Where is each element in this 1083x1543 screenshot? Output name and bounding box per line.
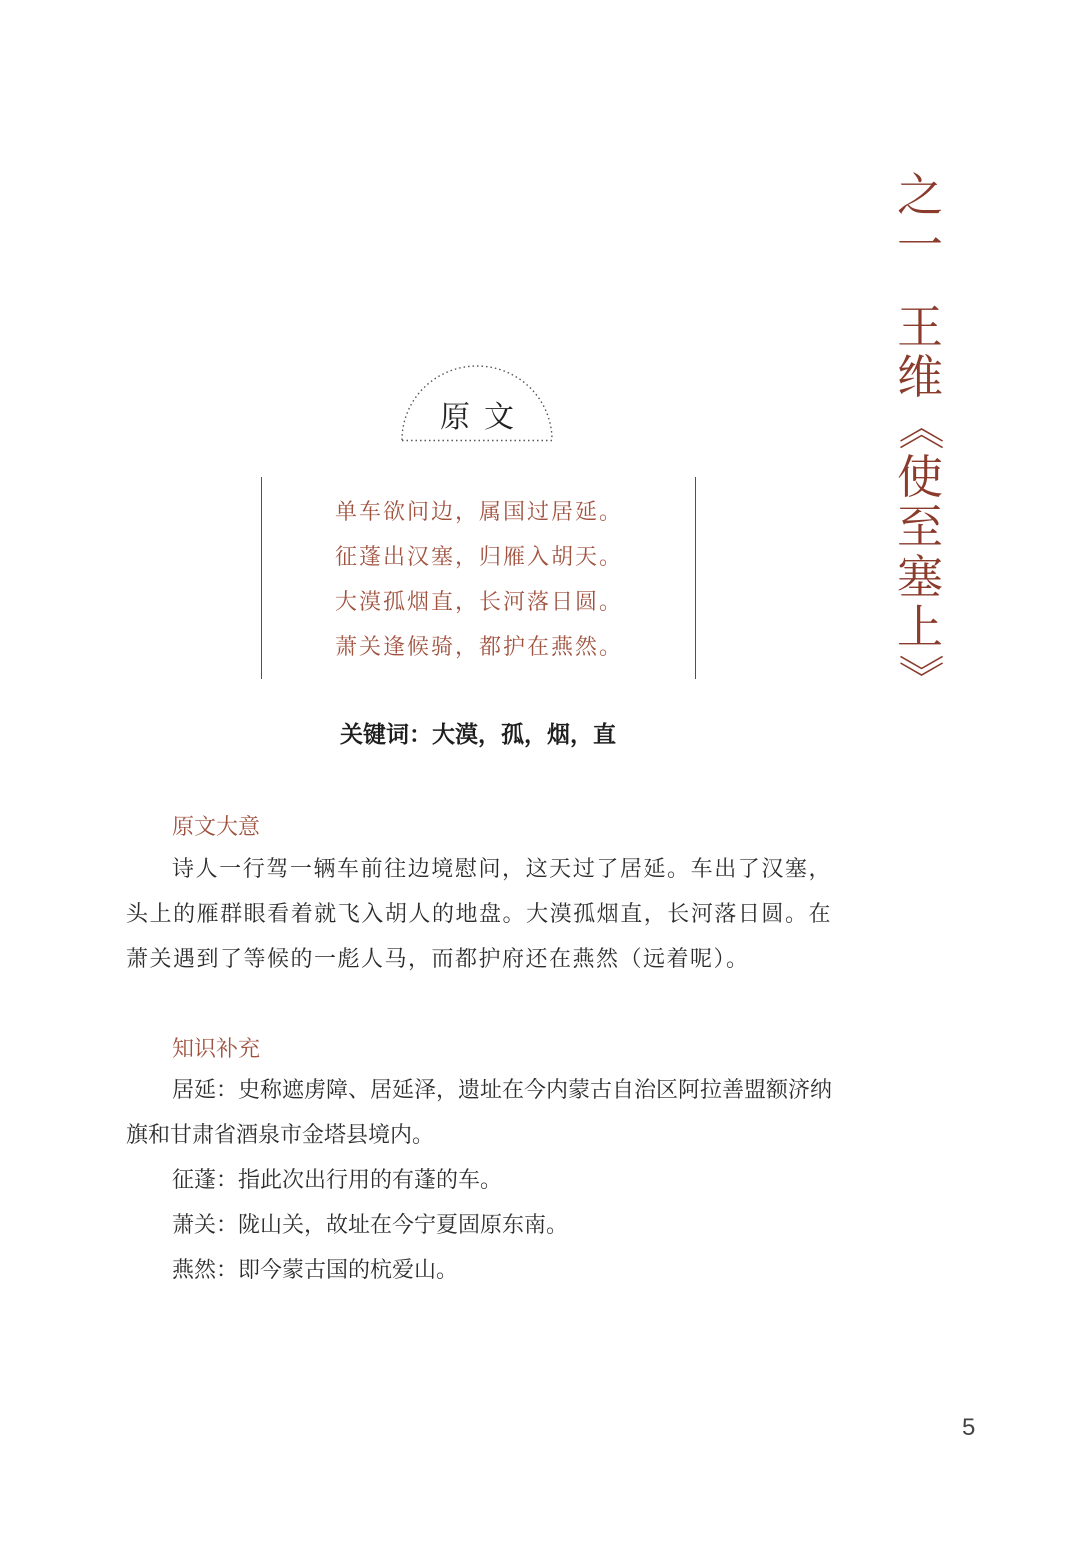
meaning-paragraph: 诗人一行驾一辆车前往边境慰问，这天过了居延。车出了汉塞，头上的雁群眼看着就飞入胡人的地盘。大漠孤烟直，长河落日圆。在萧关遇到了等候的一彪人马，而都护府还在燕然（远着呢）。 xyxy=(126,857,832,972)
poem-line: 大漠孤烟直，长河落日圆。 xyxy=(334,590,623,615)
meaning-heading: 原文大意 xyxy=(172,815,261,840)
title-bracket-close: 》 xyxy=(893,654,947,700)
title-char: 至 xyxy=(897,500,943,554)
title-bracket-open: 《 xyxy=(893,404,947,450)
poem-line: 萧关逢候骑，都护在燕然。 xyxy=(334,635,623,660)
title-char: 使 xyxy=(897,450,943,504)
knowledge-note: 征蓬：指此次出行用的有蓬的车。 xyxy=(172,1168,503,1193)
vertical-chapter-title xyxy=(892,168,948,704)
title-char: 塞 xyxy=(897,550,943,604)
title-char: 上 xyxy=(897,600,943,654)
page-number: 5 xyxy=(962,1414,976,1441)
title-char: 维 xyxy=(897,350,943,404)
poem-line: 征蓬出汉塞，归雁入胡天。 xyxy=(334,545,623,570)
poem-block xyxy=(262,490,696,670)
knowledge-note: 居延：史称遮虏障、居延泽，遗址在今内蒙古自治区阿拉善盟额济纳旗和甘肃省酒泉市金塔县境内。 xyxy=(126,1078,833,1148)
title-char: 之 xyxy=(897,168,943,222)
title-char: 王 xyxy=(897,300,943,354)
knowledge-note: 燕然：即今蒙古国的杭爱山。 xyxy=(172,1258,459,1283)
section-label-original: 原文 xyxy=(440,400,528,435)
knowledge-note: 萧关：陇山关，故址在今宁夏固原东南。 xyxy=(172,1213,569,1238)
title-char: 一 xyxy=(897,218,943,272)
poem-line: 单车欲问边，属国过居延。 xyxy=(334,500,623,525)
keywords-line: 关键词：大漠，孤，烟，直 xyxy=(340,721,616,748)
knowledge-heading: 知识补充 xyxy=(172,1037,261,1062)
